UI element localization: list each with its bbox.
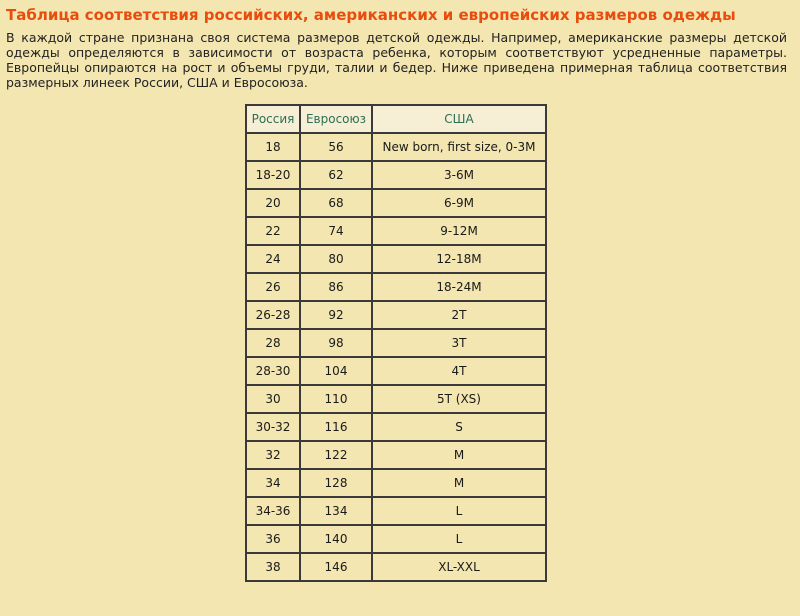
cell-eu: 62 <box>300 161 372 189</box>
header-eu: Евросоюз <box>300 105 372 133</box>
cell-russia: 30-32 <box>246 413 300 441</box>
cell-usa: 5T (XS) <box>372 385 546 413</box>
cell-eu: 92 <box>300 301 372 329</box>
table-row <box>246 469 546 497</box>
cell-eu: 80 <box>300 245 372 273</box>
cell-usa: 3T <box>372 329 546 357</box>
cell-russia: 22 <box>246 217 300 245</box>
table-row <box>246 553 546 581</box>
table-row <box>246 189 546 217</box>
cell-usa: 9-12M <box>372 217 546 245</box>
cell-usa: M <box>372 441 546 469</box>
cell-russia: 18-20 <box>246 161 300 189</box>
cell-russia: 28-30 <box>246 357 300 385</box>
cell-russia: 38 <box>246 553 300 581</box>
cell-usa: M <box>372 469 546 497</box>
cell-eu: 116 <box>300 413 372 441</box>
table-row <box>246 329 546 357</box>
cell-usa: 4T <box>372 357 546 385</box>
cell-eu: 68 <box>300 189 372 217</box>
cell-eu: 146 <box>300 553 372 581</box>
cell-russia: 24 <box>246 245 300 273</box>
table-row <box>246 441 546 469</box>
cell-usa: New born, first size, 0-3M <box>372 133 546 161</box>
cell-russia: 18 <box>246 133 300 161</box>
cell-eu: 56 <box>300 133 372 161</box>
table-row <box>246 385 546 413</box>
header-russia: Россия <box>246 105 300 133</box>
table-row <box>246 413 546 441</box>
cell-russia: 26-28 <box>246 301 300 329</box>
cell-eu: 134 <box>300 497 372 525</box>
table-row <box>246 217 546 245</box>
cell-eu: 140 <box>300 525 372 553</box>
cell-eu: 122 <box>300 441 372 469</box>
cell-eu: 128 <box>300 469 372 497</box>
intro-paragraph: В каждой стране признана своя система размеров детской одежды. Например, американские размеры детской одежды определяются в зависимости от возраста ребенка, которым соответствуют усредненные параметры. Европейцы опираются на рост и объемы груди, талии и бедер. Ниже приведена примерная таблица соответствия размерных линеек России, США и Евросоюза. <box>6 30 787 90</box>
table-row <box>246 245 546 273</box>
table-row <box>246 301 546 329</box>
cell-russia: 34-36 <box>246 497 300 525</box>
cell-eu: 86 <box>300 273 372 301</box>
cell-eu: 74 <box>300 217 372 245</box>
table-row <box>246 133 546 161</box>
page-title: Таблица соответствия российских, американских и европейских размеров одежды <box>6 6 736 24</box>
cell-usa: 2T <box>372 301 546 329</box>
cell-usa: 3-6M <box>372 161 546 189</box>
cell-russia: 34 <box>246 469 300 497</box>
table-row <box>246 161 546 189</box>
size-table <box>245 104 547 582</box>
cell-eu: 104 <box>300 357 372 385</box>
cell-usa: XL-XXL <box>372 553 546 581</box>
cell-russia: 28 <box>246 329 300 357</box>
cell-eu: 110 <box>300 385 372 413</box>
cell-russia: 20 <box>246 189 300 217</box>
cell-usa: 6-9M <box>372 189 546 217</box>
table-header-row <box>246 105 546 133</box>
cell-usa: 12-18M <box>372 245 546 273</box>
cell-eu: 98 <box>300 329 372 357</box>
cell-usa: 18-24M <box>372 273 546 301</box>
header-usa: США <box>372 105 546 133</box>
table-row <box>246 273 546 301</box>
cell-usa: L <box>372 525 546 553</box>
cell-russia: 36 <box>246 525 300 553</box>
cell-usa: L <box>372 497 546 525</box>
cell-russia: 30 <box>246 385 300 413</box>
table-row <box>246 357 546 385</box>
table-row <box>246 525 546 553</box>
cell-russia: 26 <box>246 273 300 301</box>
cell-usa: S <box>372 413 546 441</box>
cell-russia: 32 <box>246 441 300 469</box>
table-row <box>246 497 546 525</box>
